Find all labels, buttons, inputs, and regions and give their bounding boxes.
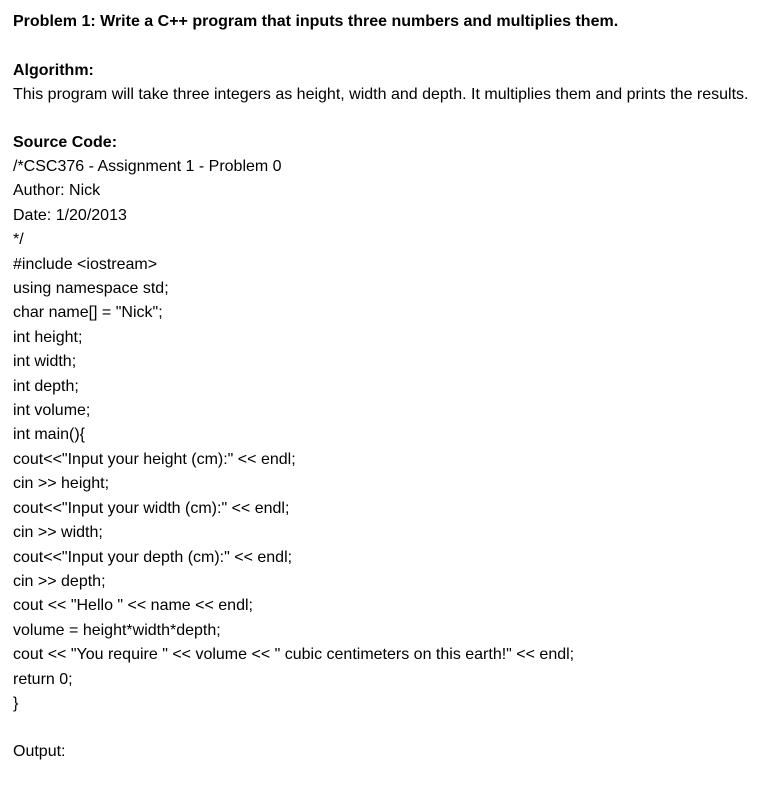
code-line: Date: 1/20/2013	[13, 206, 127, 224]
code-line: int depth;	[13, 377, 79, 395]
code-line: cout<<"Input your width (cm):" << endl;	[13, 499, 290, 517]
code-line: using namespace std;	[13, 280, 169, 298]
code-line: cout<<"Input your height (cm):" << endl;	[13, 450, 296, 468]
code-line: char name[] = "Nick";	[13, 304, 163, 322]
spacer	[13, 107, 779, 131]
code-line: Author: Nick	[13, 182, 101, 200]
code-line: cin >> width;	[13, 524, 103, 542]
code-line: int volume;	[13, 402, 91, 420]
spacer	[13, 33, 779, 59]
code-line: return 0;	[13, 670, 73, 688]
code-line: int width;	[13, 353, 77, 371]
code-line: }	[13, 694, 19, 712]
code-line: /*CSC376 - Assignment 1 - Problem 0	[13, 158, 282, 175]
code-line: int main(){	[13, 426, 86, 444]
output-label: Output:	[13, 743, 66, 761]
code-line: cin >> depth;	[13, 572, 106, 590]
code-line: int height;	[13, 328, 83, 346]
algorithm-heading: Algorithm:	[13, 62, 94, 79]
code-line: #include <iostream>	[13, 255, 158, 273]
algorithm-section	[13, 59, 779, 107]
code-line: cin >> height;	[13, 475, 110, 493]
code-line: */	[13, 231, 24, 249]
problem-title: Problem 1: Write a C++ program that inputs three numbers and multiplies them.	[13, 13, 619, 30]
algorithm-text: This program will take three integers as height, width and depth. It multiplies them and prints the results.	[13, 86, 749, 103]
spacer	[13, 716, 779, 740]
code-line: cout<<"Input your depth (cm):" << endl;	[13, 548, 293, 566]
code-line: volume = height*width*depth;	[13, 621, 221, 639]
code-line: cout << "Hello " << name << endl;	[13, 597, 253, 615]
source-code-block	[13, 155, 779, 716]
code-line: cout << "You require " << volume << " cubic centimeters on this earth!" << endl;	[13, 646, 575, 664]
source-code-section	[13, 131, 779, 716]
source-code-heading: Source Code:	[13, 134, 118, 151]
